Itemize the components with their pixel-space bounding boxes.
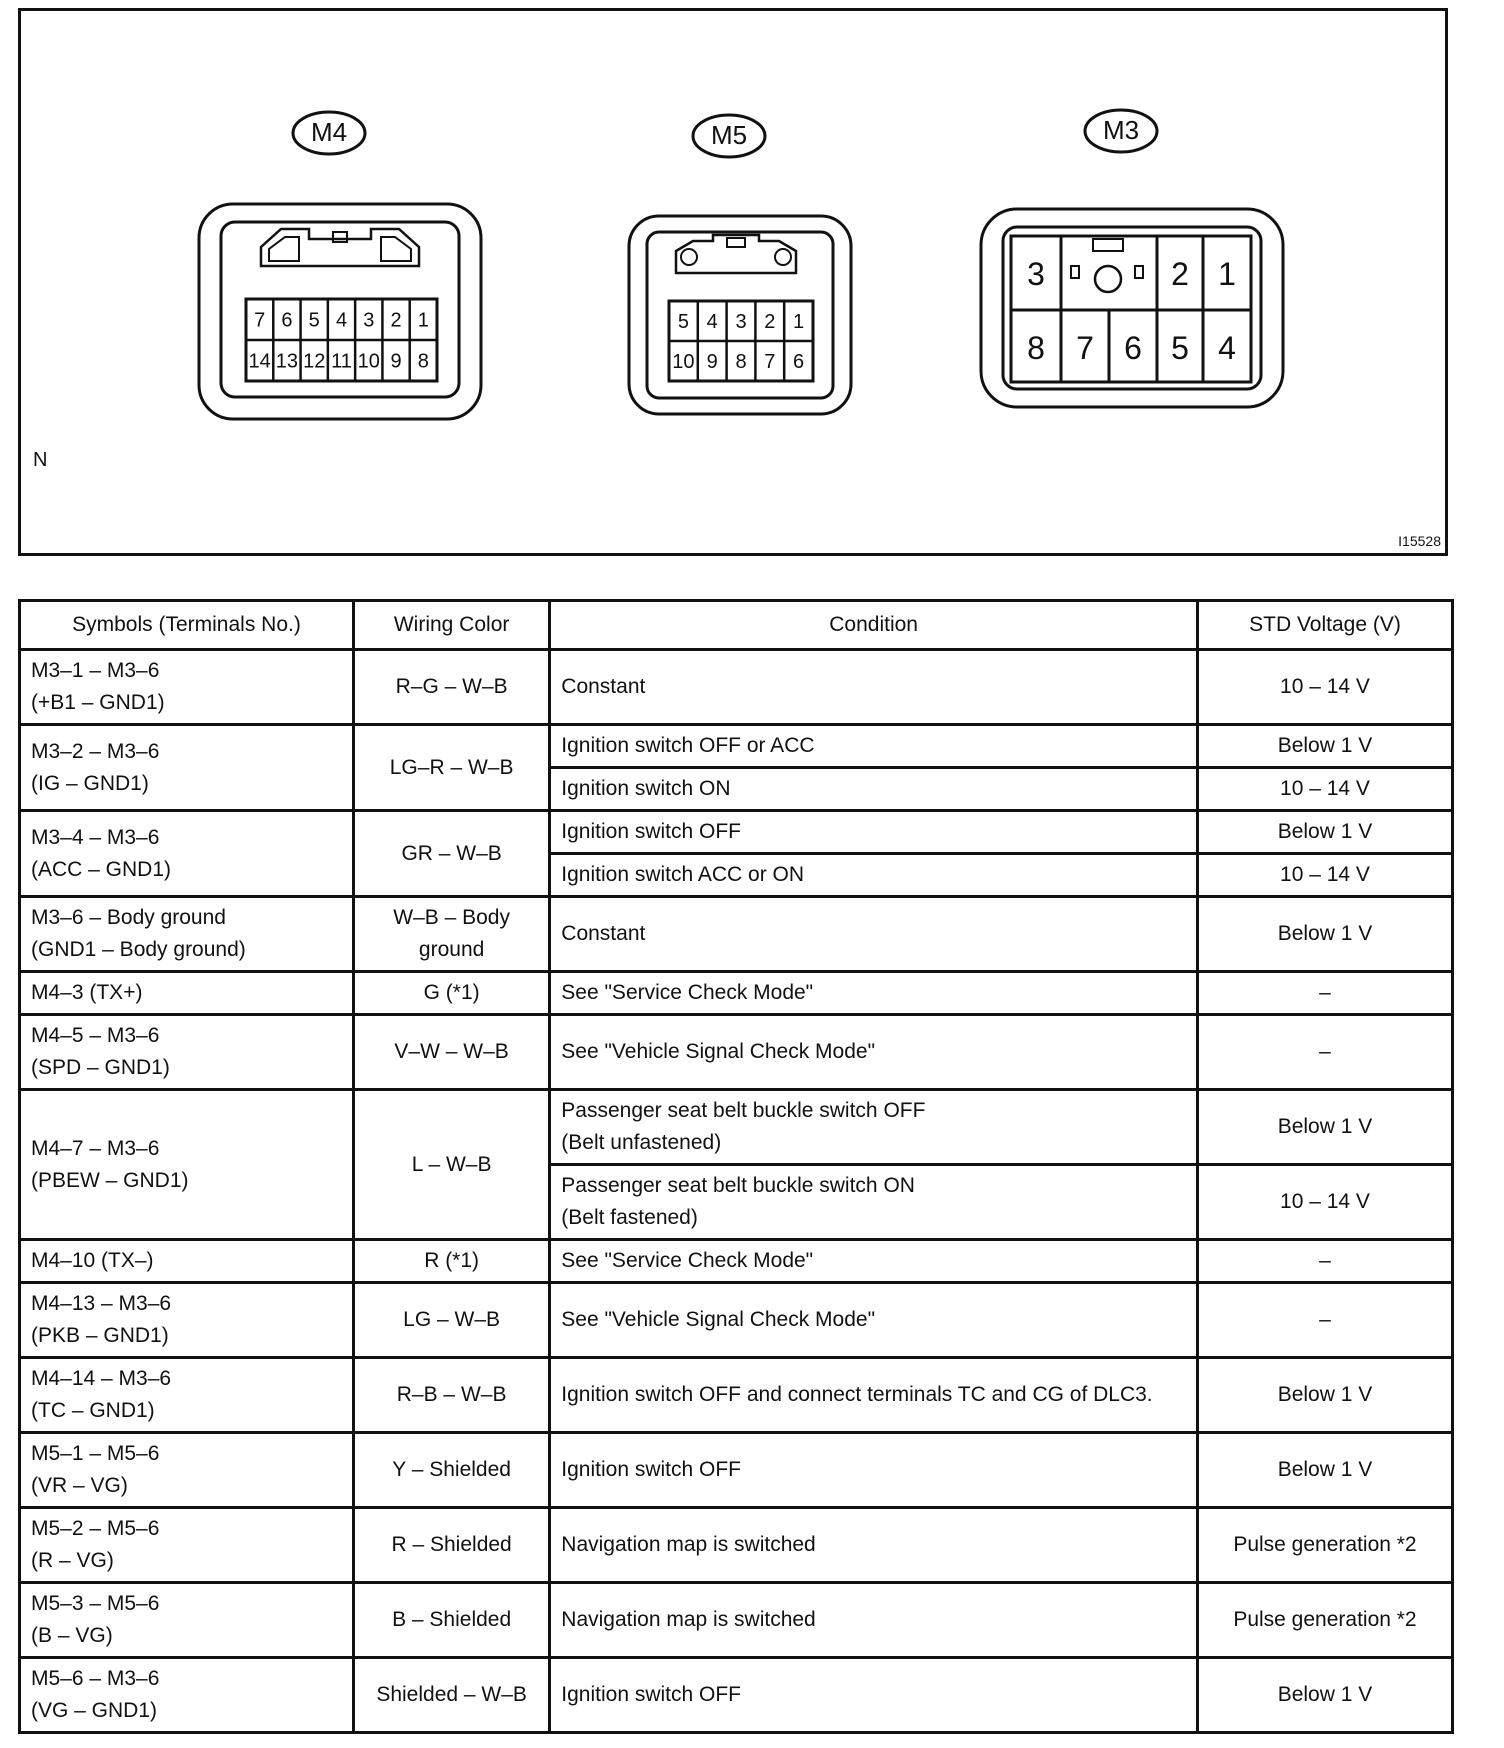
table-row: [20, 1090, 1453, 1165]
connector-m4: [199, 112, 481, 419]
voltage-cell: 10 – 14 V: [1197, 768, 1452, 811]
voltage-cell: Below 1 V: [1197, 811, 1452, 854]
condition-cell: [550, 811, 1198, 854]
pin-number: 9: [706, 351, 718, 373]
symbol-cell: [20, 1583, 354, 1658]
wiring-color-cell: LG–R – W–B: [353, 725, 549, 811]
voltage-cell: –: [1197, 972, 1452, 1015]
voltage-cell: 10 – 14 V: [1197, 650, 1452, 725]
table-row: [20, 1508, 1453, 1583]
pin-number: 14: [248, 350, 271, 373]
symbol-cell-line: M4–7 – M3–6: [31, 1136, 160, 1160]
pin-number: 8: [417, 350, 429, 373]
voltage-cell: 10 – 14 V: [1197, 854, 1452, 897]
table-header-row: [20, 601, 1453, 650]
condition-cell-line: (Belt fastened): [561, 1206, 698, 1229]
symbol-cell: [20, 1358, 354, 1433]
pin-number: 6: [1124, 330, 1142, 366]
wiring-color-cell: GR – W–B: [353, 811, 549, 897]
symbol-cell: [20, 725, 354, 811]
symbol-cell-line: (PKB – GND1): [31, 1324, 169, 1347]
header-symbols: Symbols (Terminals No.): [20, 601, 354, 650]
symbol-cell-line: (R – VG): [31, 1549, 114, 1572]
condition-cell-line: Constant: [561, 675, 646, 698]
voltage-cell: Below 1 V: [1197, 1433, 1452, 1508]
symbol-cell-line: (VG – GND1): [31, 1699, 158, 1722]
wiring-color-cell: R (*1): [353, 1240, 549, 1283]
symbol-cell: [20, 972, 354, 1015]
wiring-color-cell: R–B – W–B: [353, 1358, 549, 1433]
pin-number: 1: [417, 309, 429, 332]
symbol-cell: [20, 1433, 354, 1508]
voltage-cell: Below 1 V: [1197, 1090, 1452, 1165]
condition-cell-line: Ignition switch OFF: [561, 820, 742, 843]
symbol-cell-line: M5–6 – M3–6: [31, 1667, 160, 1690]
table-row: [20, 1015, 1453, 1090]
condition-cell-line: Ignition switch ACC or ON: [561, 863, 805, 886]
condition-cell: [550, 1583, 1198, 1658]
condition-cell: [550, 1433, 1198, 1508]
symbol-cell: [20, 1240, 354, 1283]
symbol-cell-line: (SPD – GND1): [31, 1056, 170, 1079]
condition-cell-line: See "Service Check Mode": [561, 1249, 814, 1272]
symbol-cell: [20, 650, 354, 725]
voltage-cell: 10 – 14 V: [1197, 1165, 1452, 1240]
symbol-cell: [20, 1015, 354, 1090]
condition-cell: [550, 897, 1198, 972]
condition-cell-line: See "Service Check Mode": [561, 981, 814, 1004]
pin-number: 10: [357, 350, 380, 373]
table-row: [20, 1283, 1453, 1358]
table-row: [20, 897, 1453, 972]
condition-cell-line: Ignition switch OFF: [561, 1683, 742, 1706]
pin-number: 6: [793, 351, 805, 373]
condition-cell-line: Constant: [561, 922, 646, 945]
pin-number: 7: [1076, 330, 1094, 366]
pin-number: 3: [1027, 256, 1045, 292]
condition-cell: [550, 1240, 1198, 1283]
header-std-voltage: STD Voltage (V): [1197, 601, 1452, 650]
condition-cell-line: See "Vehicle Signal Check Mode": [561, 1308, 876, 1331]
symbol-cell: [20, 811, 354, 897]
symbol-cell: [20, 1090, 354, 1240]
condition-cell-line: See "Vehicle Signal Check Mode": [561, 1040, 876, 1063]
terminal-voltage-table: [18, 599, 1454, 1734]
pin-number: 3: [735, 311, 747, 333]
connector-diagram: [18, 8, 1448, 556]
condition-cell: [550, 1508, 1198, 1583]
symbol-cell: [20, 897, 354, 972]
symbol-cell-line: (GND1 – Body ground): [31, 938, 246, 961]
condition-cell: [550, 1358, 1198, 1433]
condition-cell-line: Navigation map is switched: [561, 1608, 816, 1631]
condition-cell-line: (Belt unfastened): [561, 1131, 722, 1154]
condition-cell: [550, 972, 1198, 1015]
voltage-cell: Below 1 V: [1197, 1658, 1452, 1733]
pin-number: 2: [764, 311, 776, 333]
voltage-cell: –: [1197, 1240, 1452, 1283]
wiring-color-cell: G (*1): [353, 972, 549, 1015]
condition-cell-line: Ignition switch ON: [561, 777, 731, 800]
symbol-cell-line: M5–3 – M5–6: [31, 1592, 160, 1615]
symbol-cell-line: M3–1 – M3–6: [31, 659, 160, 682]
pin-number: 7: [764, 351, 776, 373]
pin-number: 9: [390, 350, 402, 373]
wiring-color-cell: Shielded – W–B: [353, 1658, 549, 1733]
condition-cell-line: Navigation map is switched: [561, 1533, 816, 1556]
symbol-cell-line: (+B1 – GND1): [31, 691, 165, 714]
condition-cell: [550, 768, 1198, 811]
table-row: [20, 1358, 1453, 1433]
voltage-cell: Below 1 V: [1197, 1358, 1452, 1433]
wiring-color-cell: B – Shielded: [353, 1583, 549, 1658]
condition-cell: [550, 1165, 1198, 1240]
table-row: [20, 972, 1453, 1015]
symbol-cell-line: (B – VG): [31, 1624, 113, 1647]
symbol-cell-line: (TC – GND1): [31, 1399, 155, 1422]
figure-id: I15528: [1398, 533, 1441, 549]
symbol-cell-line: M4–10 (TX–): [31, 1249, 154, 1272]
symbol-cell-line: M3–6 – Body ground: [31, 906, 226, 929]
symbol-cell-line: (VR – VG): [31, 1474, 128, 1497]
symbol-cell-line: M4–14 – M3–6: [31, 1367, 172, 1390]
symbol-cell-line: M5–2 – M5–6: [31, 1517, 160, 1540]
pin-number: 13: [275, 350, 299, 373]
condition-cell-line: Ignition switch OFF: [561, 1458, 742, 1481]
diagram-corner-label: N: [33, 449, 48, 471]
symbol-cell-line: M5–1 – M5–6: [31, 1442, 160, 1465]
connector-name-label: M3: [1102, 115, 1140, 145]
symbol-cell: [20, 1283, 354, 1358]
pin-number: 1: [793, 311, 805, 333]
condition-cell: [550, 1658, 1198, 1733]
pin-number: 1: [1218, 256, 1236, 292]
condition-cell: [550, 1283, 1198, 1358]
wiring-color-cell: V–W – W–B: [353, 1015, 549, 1090]
symbol-cell-line: M4–13 – M3–6: [31, 1292, 172, 1315]
pin-number: 8: [735, 351, 747, 373]
pin-number: 8: [1027, 330, 1045, 366]
voltage-cell: Pulse generation *2: [1197, 1508, 1452, 1583]
wiring-color-cell: L – W–B: [353, 1090, 549, 1240]
table-row: [20, 1658, 1453, 1733]
table-row: [20, 1583, 1453, 1658]
pin-number: 11: [331, 350, 352, 373]
condition-cell-line: Passenger seat belt buckle switch OFF: [561, 1099, 926, 1122]
pin-number: 2: [1171, 256, 1189, 292]
pin-number: 12: [303, 350, 326, 373]
voltage-cell: Below 1 V: [1197, 897, 1452, 972]
condition-cell: [550, 1090, 1198, 1165]
wiring-color-cell: R–G – W–B: [353, 650, 549, 725]
voltage-cell: Below 1 V: [1197, 725, 1452, 768]
symbol-cell-line: M3–4 – M3–6: [31, 825, 160, 849]
connector-drawing: [21, 11, 1445, 553]
table-body: [20, 650, 1453, 1733]
header-wiring-color: Wiring Color: [353, 601, 549, 650]
connector-name-label: M4: [310, 117, 348, 147]
pin-number: 3: [363, 309, 375, 332]
voltage-cell: –: [1197, 1015, 1452, 1090]
wiring-color-cell: Y – Shielded: [353, 1433, 549, 1508]
symbol-cell-line: M4–3 (TX+): [31, 981, 143, 1004]
table-row: [20, 811, 1453, 854]
connector-name-label: M5: [710, 120, 748, 150]
pin-number: 4: [1218, 330, 1236, 366]
condition-cell: [550, 725, 1198, 768]
table-row: [20, 650, 1453, 725]
header-condition: Condition: [550, 601, 1198, 650]
pin-number: 4: [335, 309, 348, 332]
pin-number: 6: [281, 309, 293, 332]
pin-number: 2: [390, 309, 402, 332]
condition-cell-line: Ignition switch OFF or ACC: [561, 734, 815, 757]
condition-cell: [550, 854, 1198, 897]
symbol-cell-line: (IG – GND1): [31, 771, 149, 795]
pin-number: 7: [254, 309, 266, 332]
wiring-color-cell: R – Shielded: [353, 1508, 549, 1583]
voltage-cell: Pulse generation *2: [1197, 1583, 1452, 1658]
condition-cell-line: Ignition switch OFF and connect terminals TC and CG of DLC3.: [561, 1383, 1153, 1406]
pin-number: 5: [1171, 330, 1189, 366]
table-row: [20, 1240, 1453, 1283]
symbol-cell-line: (ACC – GND1): [31, 857, 172, 881]
wiring-color-cell: W–B – Body ground: [353, 897, 549, 972]
pin-number: 5: [308, 309, 320, 332]
condition-cell: [550, 650, 1198, 725]
table-row: [20, 1433, 1453, 1508]
symbol-cell-line: (PBEW – GND1): [31, 1168, 189, 1192]
wiring-color-cell: LG – W–B: [353, 1283, 549, 1358]
symbol-cell-line: M4–5 – M3–6: [31, 1024, 160, 1047]
condition-cell-line: Passenger seat belt buckle switch ON: [561, 1174, 915, 1197]
pin-number: 5: [677, 311, 689, 333]
symbol-cell: [20, 1508, 354, 1583]
pin-number: 4: [706, 311, 718, 333]
pin-number: 10: [672, 351, 695, 373]
symbol-cell: [20, 1658, 354, 1733]
condition-cell: [550, 1015, 1198, 1090]
table-row: [20, 725, 1453, 768]
voltage-cell: –: [1197, 1283, 1452, 1358]
symbol-cell-line: M3–2 – M3–6: [31, 739, 160, 763]
